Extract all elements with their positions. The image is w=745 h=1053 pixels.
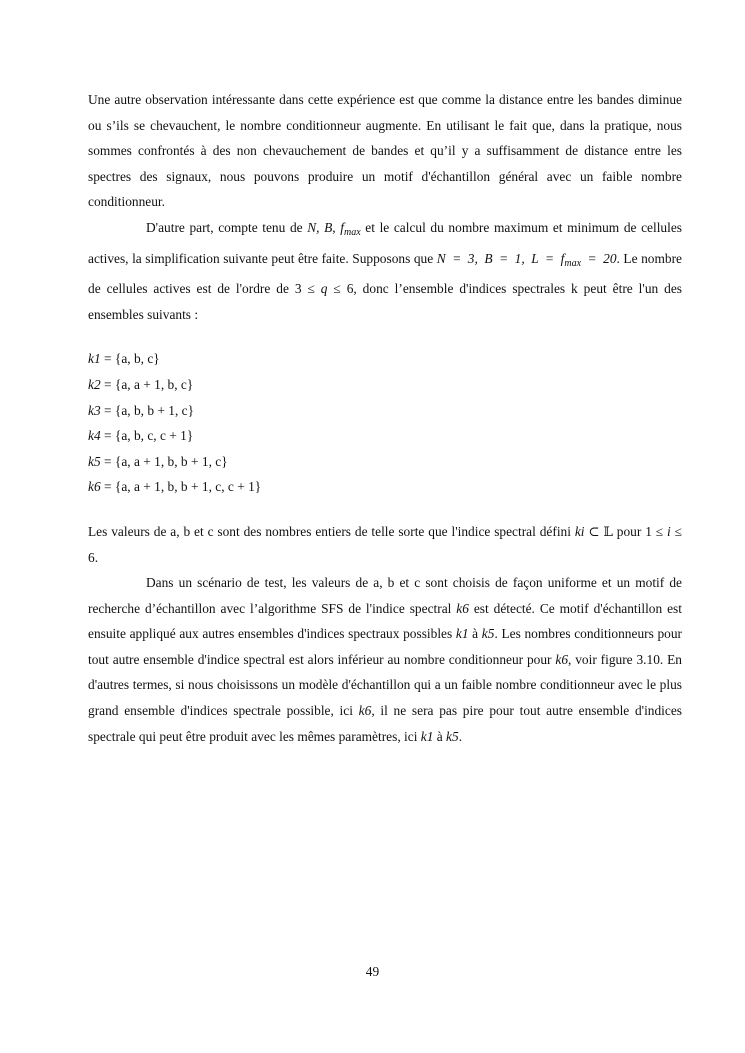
list-item: k3 = {a, b, b + 1, c}: [88, 402, 195, 418]
page-number: 49: [365, 964, 380, 979]
page-body: [88, 87, 682, 749]
equation: N = 3, B = 1, $L = f_{max} = 20$: [436, 250, 617, 269]
paragraph-4: Dans un scénario de test, les valeurs de a, b et c sont choisis de façon uniforme et un motif de recherche d’échantillon avec l’algorithme SFS de l'indice spectral k6 est détecté. Ce motif d'échantillon est ensuite appliqué aux autres ensembles d'indices spectraux possibles k1 à k5. Les nombres conditionneurs pour tout autre ensemble d'indice spectral est alors inférieur au nombre conditionneur pour k6, voir figure 3.10. En d'autres termes, si nous choisissons un modèle d'échantillon qui a un faible nombre conditionneur avec le plus grand ensemble d'indices spectrale possible, ici k6, il ne sera pas pire pour tout autre ensemble d'indices spectrale qui peut être produit avec les mêmes paramètres, ici k1 à k5.: [88, 575, 683, 744]
list-item: k5 = {a, a + 1, b, b + 1, c}: [88, 453, 228, 469]
list-item: k1 = {a, b, c}: [88, 351, 160, 367]
paragraph-2: D'autre part, compte tenu de N, B, $f_{max}$ et le calcul du nombre maximum et minimum de cellules actives, la simplification suivante peut être faite. Supposons que N = 3, B = 1, $L = f_{max} = 20$. Le nombre de cellules actives est de l'ordre de 3 ≤ q ≤ 6, donc l’ensemble d'indices spectrales k peut être l'un des ensembles suivants :: [88, 219, 682, 322]
list-item: k6 = {a, a + 1, b, b + 1, c, c + 1}: [88, 479, 262, 495]
list-item: k4 = {a, b, c, c + 1}: [88, 428, 194, 444]
list-item: k2 = {a, a + 1, b, c}: [88, 376, 194, 392]
paragraph-3: Les valeurs de a, b et c sont des nombres entiers de telle sorte que l'indice spectral défini ki ⊂ 𝕃 pour 1 ≤ i ≤ 6.: [88, 523, 682, 565]
paragraph-1: Une autre observation intéressante dans cette expérience est que comme la distance entre les bandes diminue ou s’ils se chevauchent, le nombre conditionneur augmente. En utilisant le fait que, dans la pratique, nous sommes confrontés à des non chevauchement de bandes et qu’il y a suffisamment de distance entre les spectres des signaux, nous pouvons produire un motif d'échantillon général avec un faible nombre conditionneur.: [88, 92, 682, 210]
index-sets-list: [88, 346, 682, 500]
f-max-symbol: $f_{max}$: [340, 219, 361, 238]
